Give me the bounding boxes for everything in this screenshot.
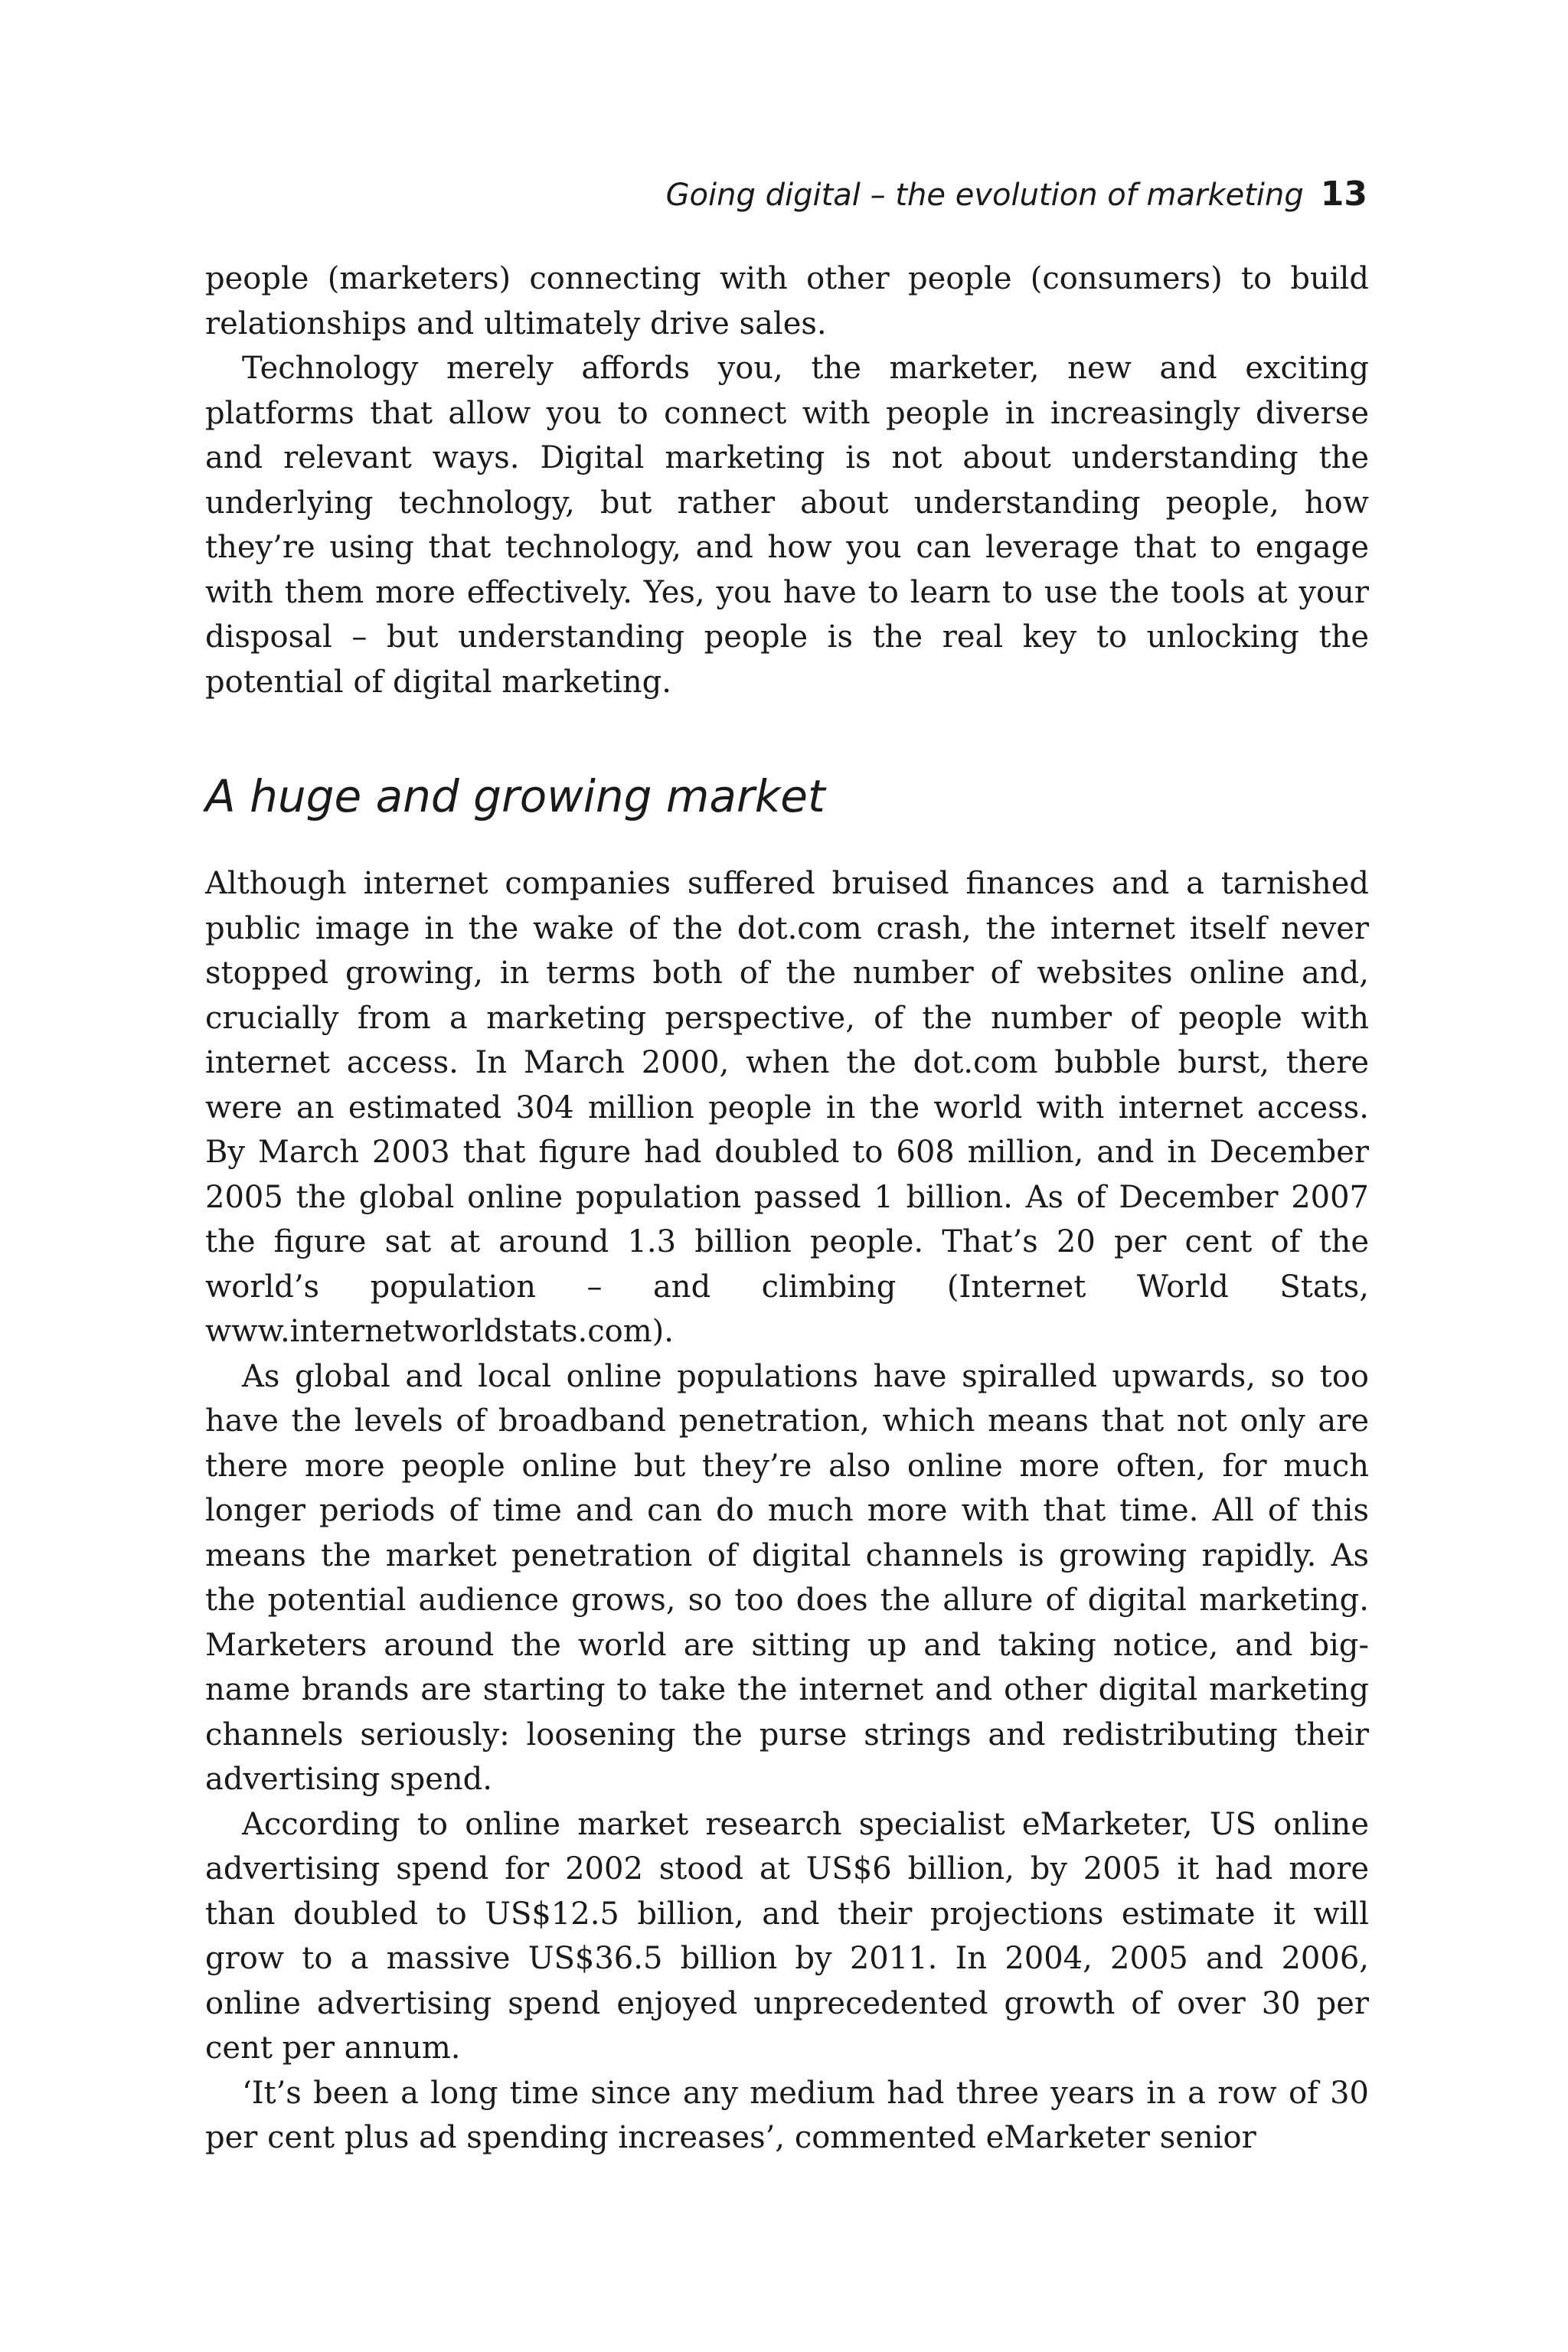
paragraph: According to online market research specialist eMarketer, US online advertising spend for 2002 stood at US$6 billion, by 2005 it had more than doubled to US$12.5 billion, and their projections estimate it will grow to a massive US$36.5 billion by 2011. In 2004, 2005 and 2006, online advertising spend enjoyed unprecedented growth of over 30 per cent per annum. [205, 1806, 1369, 2066]
paragraph: Although internet companies suffered bruised finances and a tarnished public image in the wake of the dot.com crash, the internet itself never stopped growing, in terms both of the number of websites online and, crucially from a marketing perspective, of the number of people with internet access. In March 2000, when the dot.com bubble burst, there were an estimated 304 million people in the world with internet access. By March 2003 that figure had doubled to 608 million, and in December 2005 the global online population passed 1 billion. As of December 2007 the figure sat at around 1.3 billion people. That’s 20 per cent of the world’s population – and climbing (Internet World Stats, www.internetworldstats.com). [205, 866, 1369, 1349]
paragraph: Technology merely affords you, the marketer, new and exciting platforms that allow you to connect with people in increasingly diverse and relevant ways. Digital marketing is not about understanding the underlying technology, but rather about understanding people, how they’re using that technology, and how you can leverage that to engage with them more effectively. Yes, you have to learn to use the tools at your disposal – but understanding people is the real key to unlocking the potential of digital marketing. [205, 351, 1369, 700]
body-block-market [205, 861, 1369, 2161]
paragraph: As global and local online populations have spiralled upwards, so too have the levels of broadband penetration, which means that not only are there more people online but they’re also online more often, for much longer periods of time and can do much more with that time. All of this means the market penetration of digital channels is growing rapidly. As the potential audience grows, so too does the allure of digital marketing. Marketers around the world are sitting up and taking notice, and big-name brands are starting to take the internet and other digital marketing channels seriously: loosening the purse strings and redistributing their advertising spend. [205, 1358, 1369, 1797]
section-heading: A huge and growing market [205, 770, 825, 822]
running-head [666, 172, 1367, 218]
body-block-intro [205, 256, 1369, 704]
page-number: 13 [1320, 175, 1367, 214]
paragraph: ‘It’s been a long time since any medium had three years in a row of 30 per cent plus ad spending increases’, commented eMarketer senior [205, 2075, 1369, 2155]
running-head-title: Going digital – the evolution of marketing [665, 178, 1304, 213]
paragraph: people (marketers) connecting with other people (consumers) to build relationships and ultimately drive sales. [205, 261, 1369, 341]
